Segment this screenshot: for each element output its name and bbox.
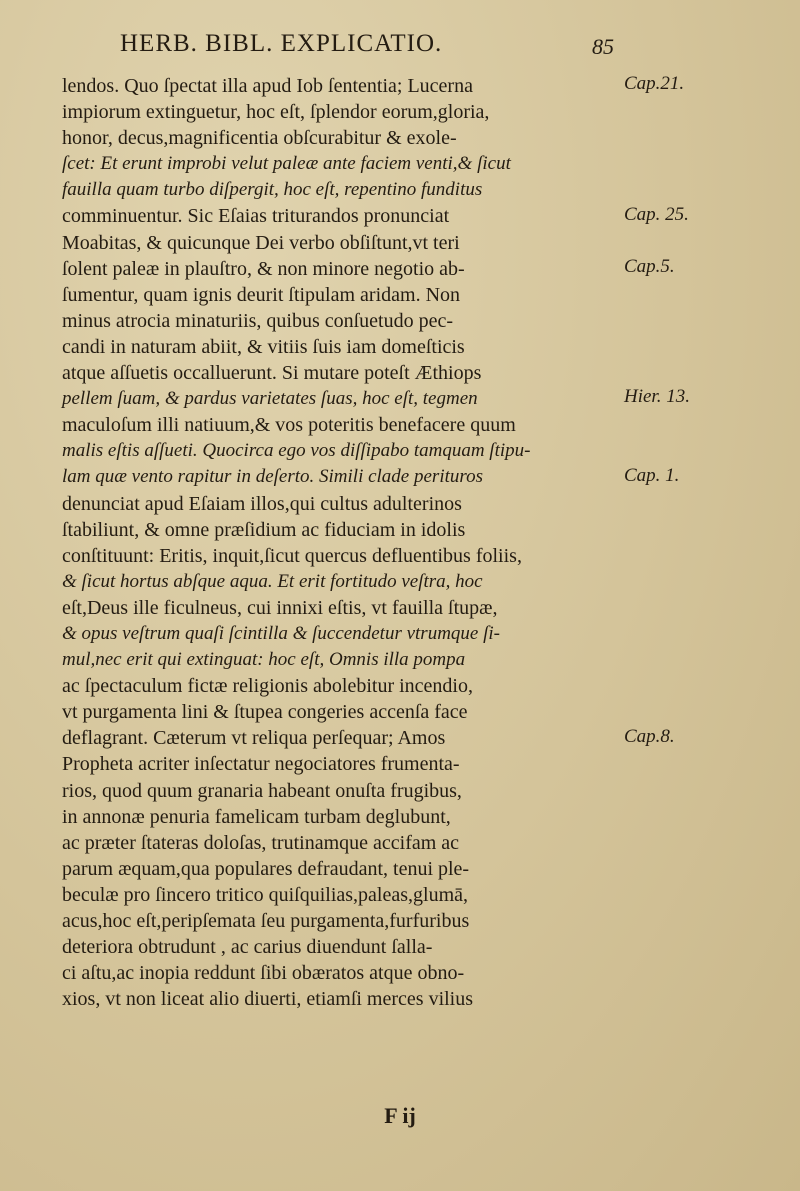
text-line: Propheta acriter inſectatur negociatores frumenta-: [62, 753, 460, 776]
text-line: ſtabiliunt, & omne præſidium ac fiduciam in idolis: [62, 518, 466, 541]
text-line: comminuentur. Sic Eſaias triturandos pronunciat: [62, 205, 450, 228]
text-line: ci aſtu,ac inopia reddunt ſibi obæratos atque obno-: [62, 962, 465, 985]
text-line: eſt,Deus ille ficulneus, cui innixi eſtis, vt fauilla ſtupæ,: [62, 596, 498, 619]
text-line: ac ſpectaculum fictæ religionis abolebitur incendio,: [62, 675, 473, 698]
text-line: vt purgamenta lini & ſtupea congeries accenſa face: [62, 701, 468, 724]
page-number: 85: [592, 34, 614, 59]
body-text: [62, 73, 622, 1012]
text-line: malis eſtis aſſueti. Quocirca ego vos diſſipabo tamquam ſtipu-: [62, 440, 531, 462]
text-line: in annonæ penuria famelicam turbam deglubunt,: [62, 805, 451, 828]
text-line: deflagrant. Cæterum vt reliqua perſequar; Amos: [62, 727, 446, 750]
text-line: deteriora obtrudunt , ac carius diuendunt ſalla-: [62, 936, 433, 959]
text-line: candi in naturam abiit, & vitiis ſuis iam domeſticis: [62, 335, 465, 358]
text-line: beculæ pro ſincero tritico quiſquilias,paleas,glumā,: [62, 883, 469, 906]
text-line: ſumentur, quam ignis deurit ſtipulam aridam. Non: [62, 283, 461, 306]
text-line: ſolent paleæ in plauſtro, & non minore negotio ab-: [62, 257, 465, 280]
text-line: impiorum extinguetur, hoc eſt, ſplendor eorum,gloria,: [62, 101, 490, 124]
text-line: & ſicut hortus abſque aqua. Et erit fortitudo veſtra, hoc: [62, 570, 483, 592]
text-line: ſcet: Et erunt improbi velut paleæ ante faciem venti,& ſicut: [62, 153, 511, 175]
margin-note: Cap. 1.: [624, 464, 680, 486]
text-line: acus,hoc eſt,peripſemata ſeu purgamenta,furfuribus: [62, 910, 470, 932]
page-header: [0, 30, 800, 70]
margin-note: Cap. 25.: [624, 203, 689, 225]
text-line: denunciat apud Eſaiam illos,qui cultus adulterinos: [62, 492, 462, 515]
text-line: honor, decus,magnificentia obſcurabitur & exole-: [62, 127, 457, 150]
text-line: maculoſum illi natiuum,& vos poteritis benefacere quum: [62, 414, 516, 437]
running-title: HERB. BIBL. EXPLICATIO.: [120, 30, 443, 57]
signature-mark: F ij: [384, 1103, 416, 1128]
text-line: mul,nec erit qui extinguat: hoc eſt, Omnis illa pompa: [62, 649, 466, 671]
text-line: lendos. Quo ſpectat illa apud Iob ſententia; Lucerna: [62, 75, 473, 97]
text-line: lam quæ vento rapitur in deſerto. Simili clade perituros: [62, 466, 483, 488]
text-line: xios, vt non liceat alio diuerti, etiamſi merces vilius: [62, 988, 474, 1011]
margin-note: Cap.21.: [624, 73, 685, 94]
text-line: conſtituunt: Eritis, inquit,ſicut quercus defluentibus foliis,: [62, 544, 522, 567]
text-line: fauilla quam turbo diſpergit, hoc eſt, repentino funditus: [62, 179, 483, 201]
text-line: atque aſſuetis occalluerunt. Si mutare poteſt Æthiops: [62, 362, 482, 385]
margin-note: Cap.5.: [624, 255, 675, 277]
margin-note: Cap.8.: [624, 725, 675, 747]
text-line: parum æquam,qua populares defraudant, tenui ple-: [62, 857, 470, 880]
text-line: rios, quod quum granaria habeant onuſta frugibus,: [62, 779, 462, 802]
text-line: & opus veſtrum quaſi ſcintilla & ſuccendetur vtrumque ſi-: [62, 622, 500, 644]
text-line: pellem ſuam, & pardus varietates ſuas, hoc eſt, tegmen: [62, 388, 478, 410]
text-line: Moabitas, & quicunque Dei verbo obſiſtunt,vt teri: [62, 231, 460, 254]
text-line: minus atrocia minaturiis, quibus conſuetudo pec-: [62, 309, 454, 332]
margin-note: Hier. 13.: [624, 386, 690, 408]
text-line: ac præter ſtateras doloſas, trutinamque accifam ac: [62, 831, 460, 854]
